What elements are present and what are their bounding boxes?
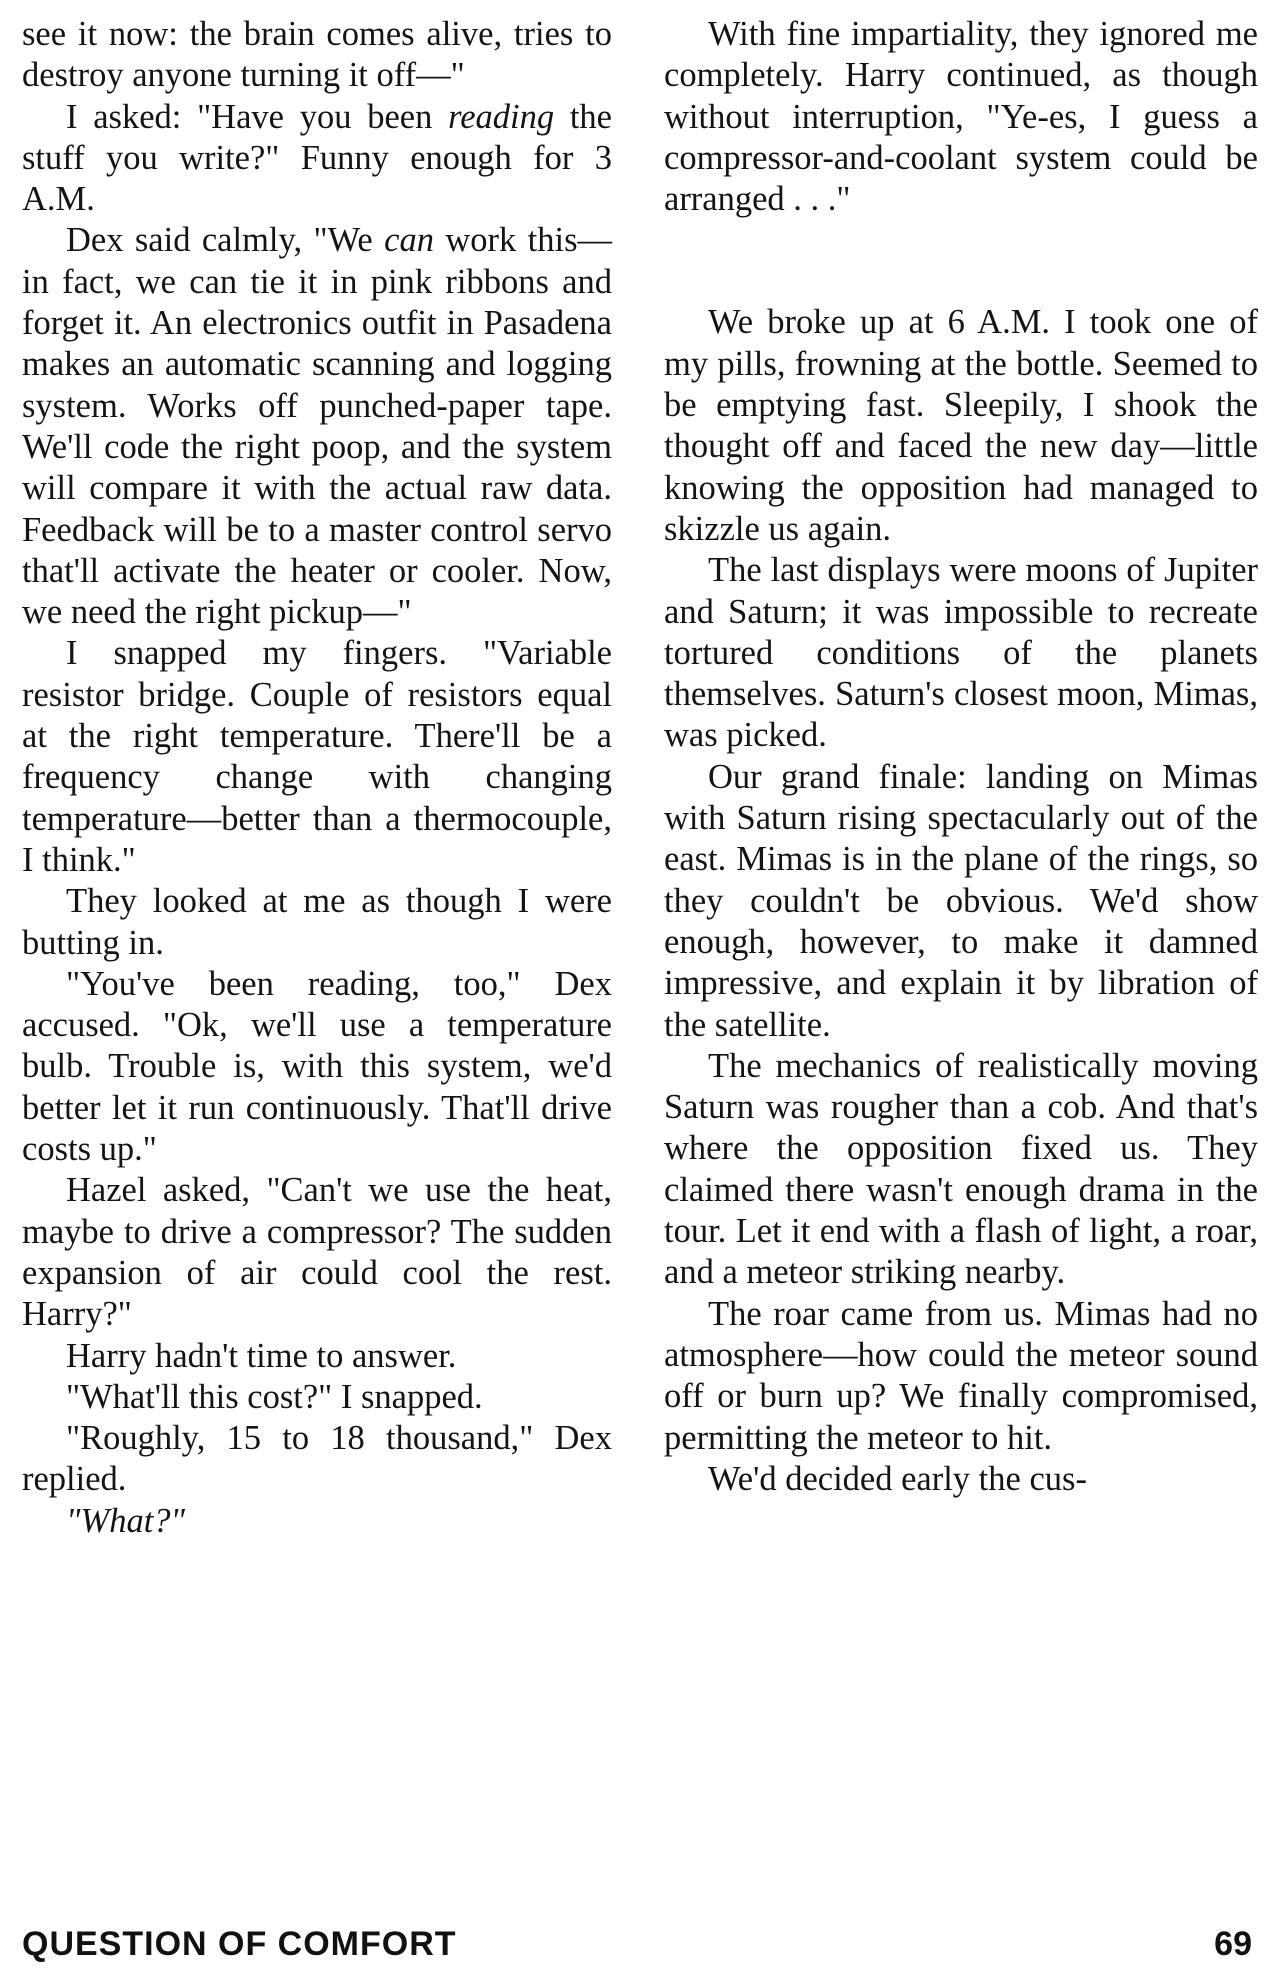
paragraph: Our grand finale: landing on Mimas with Saturn rising spectacularly out of the east. Mimas is in the plane of the rings, so they couldn't be obvious. We'd show enough, however, to make it damned impressive, and explain it by libration of the satellite.	[664, 757, 1258, 1044]
paragraph: The roar came from us. Mimas had no atmosphere—how could the meteor sound off or burn up? We finally compromised, permitting the meteor to hit.	[664, 1294, 1258, 1457]
running-footer-title: QUESTION OF COMFORT	[22, 1925, 457, 1963]
page-number: 69	[1214, 1925, 1252, 1963]
paragraph: Harry hadn't time to answer.	[66, 1336, 457, 1375]
left-column	[22, 14, 612, 1542]
paragraph	[22, 220, 612, 633]
text-run: the stuff you write?" Funny enough for 3 A.M.	[22, 97, 612, 219]
paragraph: We'd decided early the cus-	[708, 1459, 1087, 1498]
paragraph: Hazel asked, "Can't we use the heat, maybe to drive a compressor? The sudden expansion of air could cool the rest. Harry?"	[22, 1171, 612, 1334]
emphasis: "What?"	[66, 1501, 186, 1540]
paragraph: "You've been reading, too," Dex accused. "Ok, we'll use a temperature bulb. Trouble is, with this system, we'd better let it run continuously. That'll drive costs up."	[22, 964, 612, 1169]
paragraph: With fine impartiality, they ignored me completely. Harry continued, as though without interruption, "Ye-es, I guess a compressor-and-coolant system could be arranged . . ."	[664, 15, 1258, 219]
paragraph	[22, 97, 612, 221]
paragraph: The last displays were moons of Jupiter and Saturn; it was impossible to recreate tortured conditions of the planets themselves. Saturn's closest moon, Mimas, was picked.	[664, 551, 1258, 755]
paragraph: The mechanics of realistically moving Saturn was rougher than a cob. And that's where the opposition fixed us. They claimed there wasn't enough drama in the tour. Let it end with a flash of light, a roar, and a meteor striking nearby.	[664, 1046, 1258, 1292]
paragraph	[22, 1501, 612, 1542]
paragraph: "Roughly, 15 to 18 thousand," Dex replied.	[22, 1419, 612, 1499]
paragraph: We broke up at 6 A.M. I took one of my pills, frowning at the bottle. Seemed to be emptying fast. Sleepily, I shook the thought off and faced the new day—little knowing the opposition had managed to skizzle us again.	[664, 303, 1258, 548]
right-column	[664, 14, 1258, 1500]
text-run: I asked: "Have you been	[66, 97, 449, 136]
paragraph: see it now: the brain comes alive, tries to destroy anyone turning it off—"	[22, 15, 612, 95]
text-run: work this—in fact, we can tie it in pink ribbons and forget it. An electronics outfit in Pasadena makes an automatic scanning and logging system. Works off punched-paper tape. We'll code the right poop, and the system will compare it with the actual raw data. Feedback will be to a master control servo that'll activate the heater or cooler. Now, we need the right pickup—"	[22, 221, 613, 632]
paragraph: I snapped my fingers. "Variable resistor bridge. Couple of resistors equal at the right temperature. There'll be a frequency change with changing temperature—better than a thermocouple, I think."	[22, 634, 612, 879]
paragraph: They looked at me as though I were butting in.	[22, 882, 612, 962]
emphasis: can	[384, 221, 434, 260]
text-run: Dex said calmly, "We	[66, 221, 385, 260]
emphasis: reading	[448, 97, 555, 136]
paragraph: "What'll this cost?" I snapped.	[66, 1377, 483, 1416]
